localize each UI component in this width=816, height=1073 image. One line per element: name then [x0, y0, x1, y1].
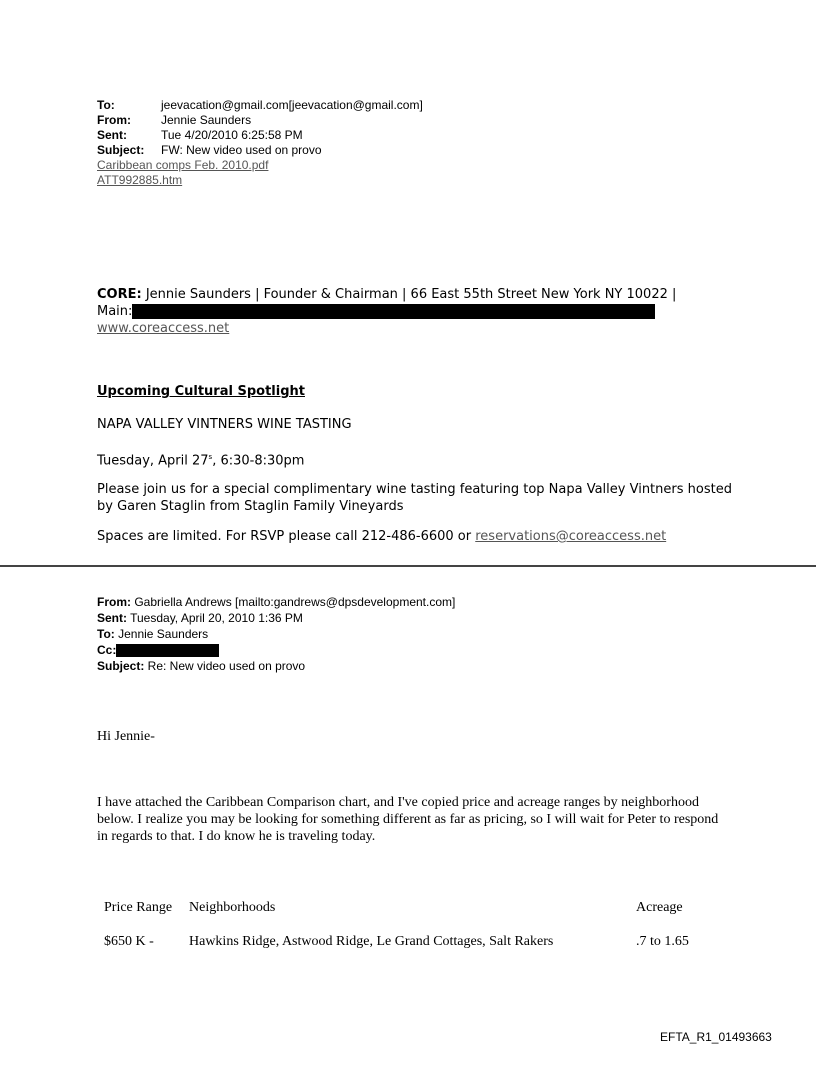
redaction-bar [132, 304, 655, 319]
email1-header [97, 98, 423, 188]
rsvp-line [97, 528, 666, 545]
sent-label: Sent: [97, 611, 127, 625]
event-title: NAPA VALLEY VINTNERS WINE TASTING [97, 417, 352, 432]
subject-label: Subject: [97, 143, 145, 157]
greeting: Hi Jennie- [97, 729, 155, 744]
website-link[interactable]: www.coreaccess.net [97, 321, 230, 336]
event-date [97, 449, 304, 469]
table-cell-neighborhoods: Hawkins Ridge, Astwood Ridge, Le Grand Cottages, Salt Rakers [189, 934, 554, 949]
subject-value: Re: New video used on provo [144, 659, 306, 673]
from-value: Gabriella Andrews [mailto:gandrews@dpsdevelopment.com] [131, 595, 456, 609]
from-value: Jennie Saunders [161, 113, 252, 127]
divider [0, 565, 816, 567]
rsvp-email-link[interactable]: reservations@coreaccess.net [475, 529, 667, 544]
rsvp-text: Spaces are limited. For RSVP please call 212-486-6600 or [97, 529, 476, 544]
email2-header [97, 594, 455, 674]
to-label: To: [97, 627, 115, 641]
event-description: Please join us for a special complimentary wine tasting featuring top Napa Valley Vintners hosted by Garen Staglin from Staglin Family Vineyards [97, 482, 732, 514]
cc-label: Cc: [97, 643, 117, 657]
table-header-price: Price Range [104, 900, 173, 915]
event-date-text: Tuesday, April 27 [97, 453, 209, 469]
document-id: EFTA_R1_01493663 [660, 1030, 772, 1044]
sent-value: Tue 4/20/2010 6:25:58 PM [161, 128, 303, 142]
to-value: jeevacation@gmail.com[jeevacation@gmail.com] [161, 98, 423, 112]
attachment-link[interactable]: Caribbean comps Feb. 2010.pdf [97, 158, 269, 172]
from-label: From: [97, 595, 131, 609]
subject-value: FW: New video used on provo [161, 143, 322, 157]
redaction-bar [116, 644, 219, 657]
spotlight-heading: Upcoming Cultural Spotlight [97, 384, 305, 399]
body-paragraph: I have attached the Caribbean Comparison chart, and I've copied price and acreage ranges by neighborhood below. I realize you may be looking for something different as far as pricing, so I will wait for Peter to respond in regards to that. I do know he is traveling today. [97, 795, 719, 844]
event-time: , 6:30-8:30pm [212, 453, 305, 469]
signature [97, 286, 676, 337]
to-label: To: [97, 98, 115, 112]
table-header-acreage: Acreage [636, 900, 683, 915]
table-cell-acreage: .7 to 1.65 [636, 934, 689, 949]
subject-label: Subject: [97, 659, 145, 673]
attachment-link[interactable]: ATT992885.htm [97, 173, 183, 187]
sent-value: Tuesday, April 20, 2010 1:36 PM [127, 611, 303, 625]
to-value: Jennie Saunders [114, 627, 209, 641]
from-label: From: [97, 113, 131, 127]
table-header-neighborhoods: Neighborhoods [189, 900, 276, 915]
sent-label: Sent: [97, 128, 127, 142]
table-cell-price: $650 K - [104, 934, 154, 949]
main-label: Main: [97, 304, 133, 319]
event-date-sup: s [208, 453, 213, 461]
core-label: CORE: [97, 287, 142, 302]
signature-line: Jennie Saunders | Founder & Chairman | 66 East 55th Street New York NY 10022 | [141, 287, 677, 302]
